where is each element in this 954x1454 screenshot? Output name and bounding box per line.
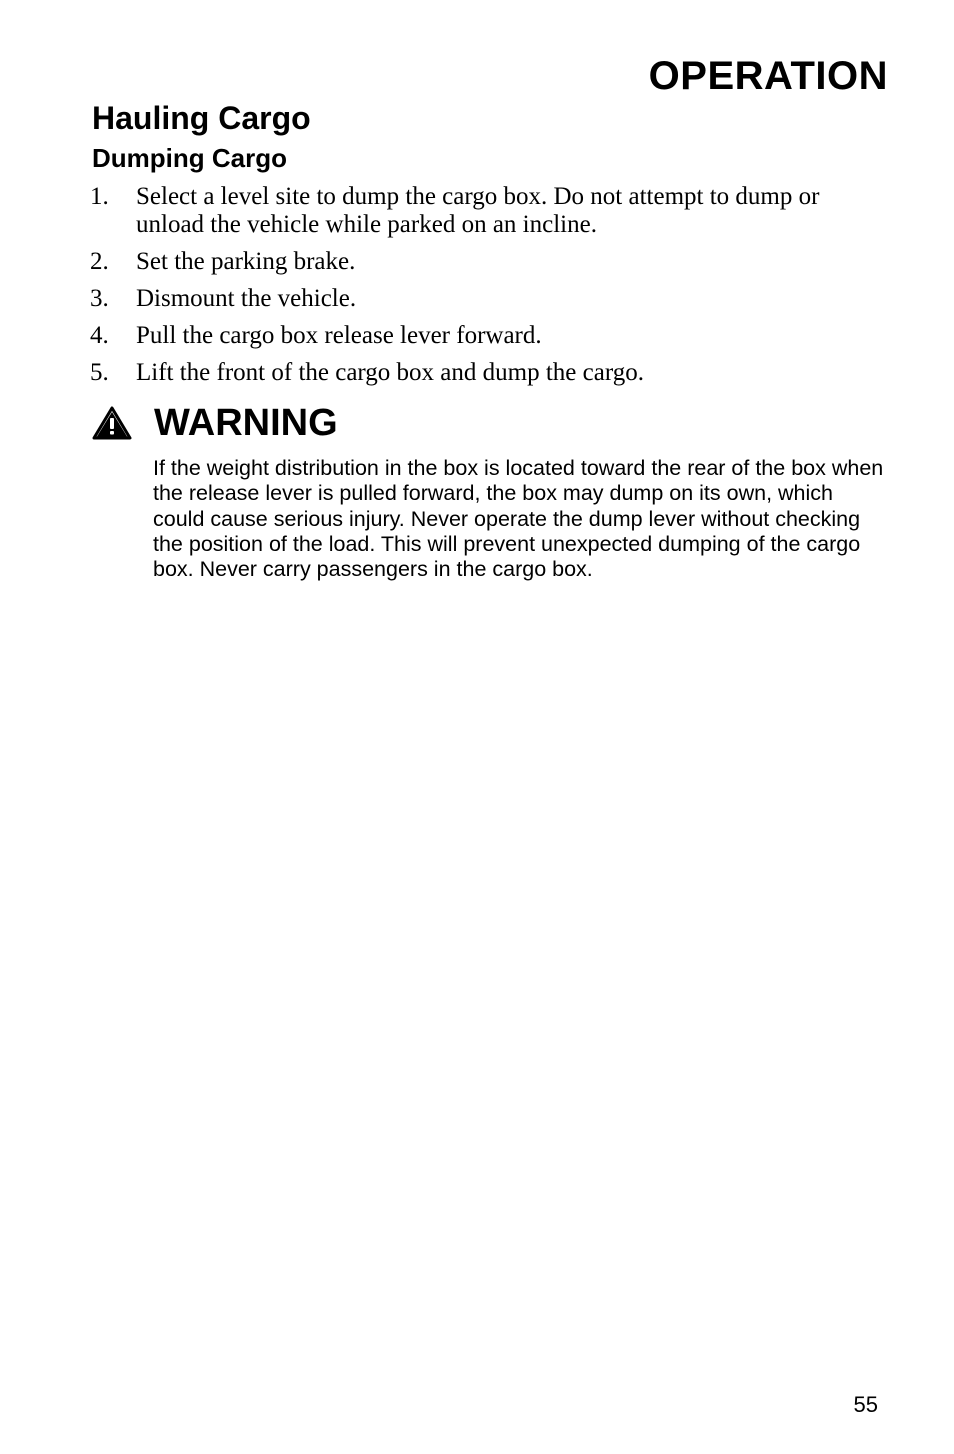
dumping-steps-list (90, 183, 890, 396)
warning-text: If the weight distribution in the box is located toward the rear of the box when the release lever is pulled forward, the box may dump on its own, which could cause serious injury. Never operate the dump lever without checking the position of the load. This will prevent unexpected dumping of the cargo box. Never carry passengers in the cargo box. (153, 456, 884, 582)
list-item (90, 359, 890, 387)
warning-header (92, 404, 338, 442)
list-item (90, 183, 890, 239)
chapter-heading: OPERATION (648, 54, 888, 98)
warning-title: WARNING (154, 402, 338, 444)
step-text: Set the parking brake. (136, 248, 356, 275)
step-number: 4. (90, 322, 109, 349)
list-item (90, 248, 890, 276)
warning-triangle-icon (92, 406, 132, 440)
step-number: 5. (90, 359, 109, 386)
step-number: 1. (90, 183, 109, 210)
list-item (90, 322, 890, 350)
step-text: Select a level site to dump the cargo box. Do not attempt to dump or unload the vehicle while parked on an incline. (136, 183, 820, 238)
subsection-title: Dumping Cargo (92, 143, 287, 173)
step-text: Pull the cargo box release lever forward. (136, 322, 542, 349)
step-text: Lift the front of the cargo box and dump the cargo. (136, 359, 644, 386)
step-text: Dismount the vehicle. (136, 285, 357, 312)
page-number: 55 (853, 1392, 878, 1417)
step-number: 3. (90, 285, 109, 312)
step-number: 2. (90, 248, 109, 275)
section-title: Hauling Cargo (92, 100, 311, 136)
list-item (90, 285, 890, 313)
